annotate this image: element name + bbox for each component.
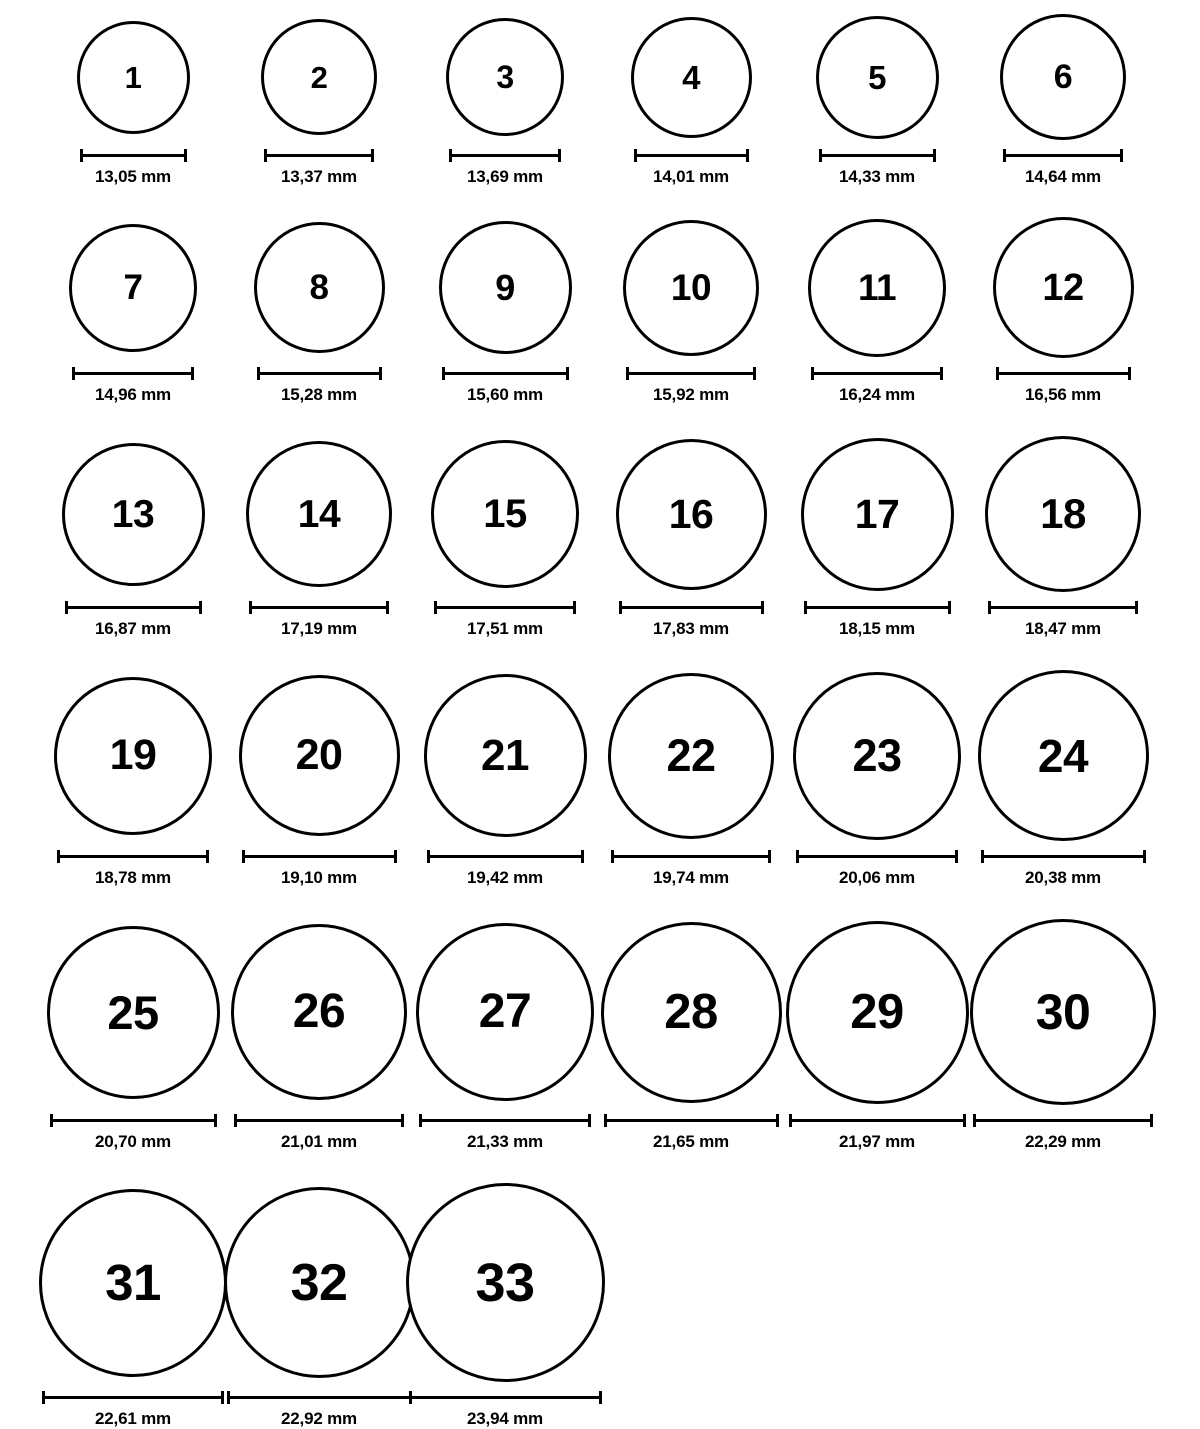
dimension-line (619, 601, 764, 613)
ring-circle-wrap (439, 217, 572, 358)
ring-diameter-label: 14,64 mm (1025, 167, 1101, 186)
ring-circle-icon (239, 675, 400, 836)
ring-circle-icon (816, 16, 939, 139)
ring-circle-wrap (1000, 14, 1126, 140)
ring-circle-icon (254, 222, 385, 353)
dimension-line (634, 149, 749, 161)
ring-size-cell (412, 1183, 598, 1429)
ring-diameter-label: 17,83 mm (653, 619, 729, 638)
dimension-line (811, 367, 943, 379)
ring-size-cell (226, 436, 412, 639)
ring-diameter-label: 15,92 mm (653, 385, 729, 404)
ring-circle-wrap (816, 14, 939, 140)
ring-size-cell (784, 919, 970, 1152)
ring-size-cell (970, 217, 1156, 405)
ring-circle-wrap (261, 14, 377, 140)
ring-circle-wrap (224, 1183, 415, 1382)
ring-size-number: 22 (666, 730, 716, 781)
ring-circle-wrap (39, 1183, 227, 1382)
dimension-line (65, 601, 202, 613)
ring-circle-wrap (616, 436, 767, 592)
ring-circle-icon (623, 220, 759, 356)
ring-size-number: 30 (1035, 984, 1091, 1040)
dimension-rule-icon (42, 1396, 224, 1399)
dimension-rule-icon (419, 1119, 591, 1122)
dimension-rule-icon (796, 855, 958, 858)
ring-diameter-label: 22,92 mm (281, 1409, 357, 1428)
ring-size-number: 13 (111, 492, 155, 536)
dimension-line (242, 850, 397, 862)
dimension-line (442, 367, 569, 379)
dimension-rule-icon (811, 372, 943, 375)
ring-diameter-label: 18,78 mm (95, 868, 171, 887)
ring-circle-wrap (431, 436, 579, 592)
ring-size-number: 29 (850, 984, 904, 1039)
ring-circle-wrap (793, 670, 961, 841)
ring-diameter-label: 23,94 mm (467, 1409, 543, 1428)
ring-circle-icon (616, 439, 767, 590)
ring-circle-wrap (47, 919, 220, 1105)
ring-size-number: 25 (107, 985, 159, 1039)
ring-size-cell (970, 670, 1156, 888)
ring-diameter-label: 16,24 mm (839, 385, 915, 404)
dimension-line (409, 1391, 602, 1403)
dimension-line (80, 149, 187, 161)
dimension-rule-icon (234, 1119, 404, 1122)
dimension-rule-icon (249, 606, 389, 609)
ring-size-cell (598, 14, 784, 187)
ring-circle-wrap (601, 919, 782, 1105)
ring-circle-wrap (77, 14, 190, 140)
ring-diameter-label: 14,96 mm (95, 385, 171, 404)
ring-size-row (40, 670, 1160, 888)
dimension-rule-icon (264, 154, 374, 157)
ring-size-cell (40, 217, 226, 405)
ring-size-cell (226, 670, 412, 888)
dimension-rule-icon (634, 154, 749, 157)
dimension-line (249, 601, 389, 613)
ring-diameter-label: 14,01 mm (653, 167, 729, 186)
ring-size-number: 12 (1042, 266, 1084, 309)
ring-diameter-label: 20,38 mm (1025, 868, 1101, 887)
ring-diameter-label: 20,70 mm (95, 1132, 171, 1151)
ring-size-number: 1 (124, 59, 142, 95)
ring-size-cell (784, 670, 970, 888)
ring-diameter-label: 19,42 mm (467, 868, 543, 887)
ring-size-cell (412, 670, 598, 888)
ring-size-number: 24 (1037, 729, 1089, 782)
ring-circle-icon (985, 436, 1141, 592)
ring-size-number: 21 (481, 730, 529, 780)
ring-size-number: 23 (852, 730, 902, 781)
ring-diameter-label: 13,05 mm (95, 167, 171, 186)
ring-circle-icon (246, 441, 392, 587)
ring-size-number: 31 (105, 1254, 161, 1311)
ring-size-number: 6 (1053, 58, 1073, 96)
dimension-line (626, 367, 756, 379)
ring-size-cell (970, 14, 1156, 187)
ring-diameter-label: 21,97 mm (839, 1132, 915, 1151)
ring-size-number: 3 (496, 59, 514, 95)
ring-size-number: 19 (109, 731, 157, 779)
ring-diameter-label: 15,60 mm (467, 385, 543, 404)
ring-size-row (40, 217, 1160, 405)
dimension-line (57, 850, 209, 862)
ring-circle-wrap (970, 919, 1156, 1105)
dimension-rule-icon (409, 1396, 602, 1399)
ring-size-cell (412, 919, 598, 1152)
ring-size-number: 15 (483, 492, 527, 536)
dimension-rule-icon (804, 606, 951, 609)
ring-circle-icon (978, 670, 1149, 841)
ring-size-cell (40, 14, 226, 187)
ring-circle-icon (601, 922, 782, 1103)
ring-diameter-label: 19,74 mm (653, 868, 729, 887)
ring-diameter-label: 20,06 mm (839, 868, 915, 887)
dimension-rule-icon (981, 855, 1146, 858)
ring-circle-icon (416, 923, 594, 1101)
ring-size-cell (412, 217, 598, 405)
dimension-line (234, 1114, 404, 1126)
dimension-line (996, 367, 1131, 379)
dimension-rule-icon (619, 606, 764, 609)
ring-size-number: 14 (297, 492, 341, 536)
ring-size-cell (598, 919, 784, 1152)
dimension-rule-icon (65, 606, 202, 609)
ring-size-number: 16 (668, 490, 714, 537)
dimension-rule-icon (427, 855, 584, 858)
dimension-line (434, 601, 576, 613)
ring-size-cell (970, 919, 1156, 1152)
dimension-line (227, 1391, 412, 1403)
ring-size-cell (970, 436, 1156, 639)
ring-diameter-label: 19,10 mm (281, 868, 357, 887)
ring-circle-wrap (406, 1183, 605, 1382)
dimension-rule-icon (611, 855, 771, 858)
ring-circle-icon (793, 672, 961, 840)
dimension-rule-icon (604, 1119, 779, 1122)
dimension-line (419, 1114, 591, 1126)
dimension-rule-icon (257, 372, 382, 375)
ring-circle-wrap (808, 217, 946, 358)
ring-size-number: 7 (123, 268, 143, 307)
dimension-line (264, 149, 374, 161)
dimension-line (981, 850, 1146, 862)
ring-circle-icon (224, 1187, 415, 1378)
ring-size-row (40, 14, 1160, 187)
ring-circle-wrap (993, 217, 1134, 358)
dimension-rule-icon (50, 1119, 217, 1122)
ring-circle-icon (39, 1189, 227, 1377)
ring-circle-wrap (801, 436, 954, 592)
dimension-line (50, 1114, 217, 1126)
dimension-line (449, 149, 561, 161)
ring-size-cell (40, 436, 226, 639)
dimension-line (72, 367, 194, 379)
ring-diameter-label: 13,37 mm (281, 167, 357, 186)
ring-circle-wrap (623, 217, 759, 358)
ring-size-cell (598, 436, 784, 639)
dimension-rule-icon (819, 154, 936, 157)
ring-size-number: 17 (854, 490, 900, 537)
ring-size-number: 8 (309, 268, 329, 307)
ring-size-row (40, 436, 1160, 639)
ring-circle-icon (406, 1183, 605, 1382)
ring-size-number: 11 (857, 267, 897, 308)
ring-circle-icon (446, 18, 564, 136)
ring-size-number: 5 (868, 58, 886, 96)
ring-diameter-label: 22,61 mm (95, 1409, 171, 1428)
ring-circle-icon (808, 219, 946, 357)
dimension-rule-icon (973, 1119, 1153, 1122)
dimension-rule-icon (227, 1396, 412, 1399)
ring-circle-icon (970, 919, 1156, 1105)
ring-size-number: 27 (478, 985, 532, 1038)
dimension-line (988, 601, 1138, 613)
ring-circle-icon (69, 224, 197, 352)
dimension-rule-icon (996, 372, 1131, 375)
dimension-line (819, 149, 936, 161)
ring-circle-icon (786, 921, 969, 1104)
ring-size-number: 33 (475, 1252, 535, 1313)
ring-diameter-label: 17,19 mm (281, 619, 357, 638)
ring-diameter-label: 21,01 mm (281, 1132, 357, 1151)
ring-diameter-label: 18,15 mm (839, 619, 915, 638)
dimension-line (42, 1391, 224, 1403)
ring-size-cell (598, 670, 784, 888)
ring-size-cell (412, 436, 598, 639)
dimension-rule-icon (57, 855, 209, 858)
dimension-rule-icon (988, 606, 1138, 609)
ring-circle-wrap (231, 919, 407, 1105)
dimension-rule-icon (80, 154, 187, 157)
dimension-rule-icon (434, 606, 576, 609)
dimension-rule-icon (626, 372, 756, 375)
ring-circle-wrap (62, 436, 205, 592)
ring-size-number: 20 (295, 731, 343, 779)
ring-diameter-label: 21,33 mm (467, 1132, 543, 1151)
ring-circle-icon (54, 677, 212, 835)
ring-circle-icon (47, 926, 220, 1099)
dimension-line (1003, 149, 1123, 161)
ring-size-number: 18 (1040, 490, 1086, 537)
ring-size-number: 4 (682, 58, 700, 96)
ring-circle-icon (231, 924, 407, 1100)
dimension-line (427, 850, 584, 862)
dimension-line (611, 850, 771, 862)
ring-size-row (40, 919, 1160, 1152)
ring-circle-icon (424, 674, 587, 837)
ring-circle-wrap (978, 670, 1149, 841)
ring-size-number: 32 (290, 1253, 348, 1312)
ring-size-cell (226, 14, 412, 187)
ring-size-cell (40, 670, 226, 888)
ring-diameter-label: 15,28 mm (281, 385, 357, 404)
dimension-line (789, 1114, 966, 1126)
dimension-line (973, 1114, 1153, 1126)
dimension-rule-icon (242, 855, 397, 858)
ring-size-number: 9 (495, 266, 515, 308)
dimension-rule-icon (449, 154, 561, 157)
dimension-rule-icon (1003, 154, 1123, 157)
ring-circle-wrap (69, 217, 197, 358)
dimension-line (804, 601, 951, 613)
ring-size-cell (226, 1183, 412, 1429)
ring-diameter-label: 13,69 mm (467, 167, 543, 186)
ring-size-cell (40, 919, 226, 1152)
ring-circle-wrap (446, 14, 564, 140)
ring-circle-icon (431, 440, 579, 588)
ring-size-cell (226, 919, 412, 1152)
ring-circle-icon (261, 19, 377, 135)
ring-size-number: 28 (664, 984, 718, 1039)
dimension-line (604, 1114, 779, 1126)
ring-diameter-label: 22,29 mm (1025, 1132, 1101, 1151)
ring-circle-wrap (254, 217, 385, 358)
ring-size-cell (40, 1183, 226, 1429)
ring-circle-icon (62, 443, 205, 586)
ring-circle-wrap (54, 670, 212, 841)
ring-size-number: 2 (310, 59, 328, 95)
ring-size-cell (784, 436, 970, 639)
dimension-rule-icon (442, 372, 569, 375)
ring-size-cell (784, 14, 970, 187)
ring-diameter-label: 16,87 mm (95, 619, 171, 638)
ring-circle-icon (608, 673, 774, 839)
ring-diameter-label: 17,51 mm (467, 619, 543, 638)
dimension-line (257, 367, 382, 379)
ring-circle-wrap (786, 919, 969, 1105)
ring-size-row (40, 1183, 1160, 1429)
ring-circle-icon (801, 438, 954, 591)
dimension-rule-icon (72, 372, 194, 375)
ring-diameter-label: 21,65 mm (653, 1132, 729, 1151)
ring-circle-icon (1000, 14, 1126, 140)
ring-circle-icon (631, 17, 752, 138)
ring-circle-icon (439, 221, 572, 354)
ring-circle-icon (77, 21, 190, 134)
ring-diameter-label: 16,56 mm (1025, 385, 1101, 404)
ring-size-number: 26 (292, 985, 346, 1038)
ring-circle-wrap (416, 919, 594, 1105)
ring-circle-wrap (424, 670, 587, 841)
ring-circle-icon (993, 217, 1134, 358)
ring-size-cell (226, 217, 412, 405)
ring-circle-wrap (631, 14, 752, 140)
ring-circle-wrap (985, 436, 1141, 592)
ring-size-cell (412, 14, 598, 187)
ring-circle-wrap (246, 436, 392, 592)
ring-diameter-label: 14,33 mm (839, 167, 915, 186)
ring-size-cell (598, 217, 784, 405)
ring-size-cell (784, 217, 970, 405)
ring-size-number: 10 (670, 267, 712, 308)
ring-diameter-label: 18,47 mm (1025, 619, 1101, 638)
dimension-rule-icon (789, 1119, 966, 1122)
ring-circle-wrap (239, 670, 400, 841)
dimension-line (796, 850, 958, 862)
ring-circle-wrap (608, 670, 774, 841)
